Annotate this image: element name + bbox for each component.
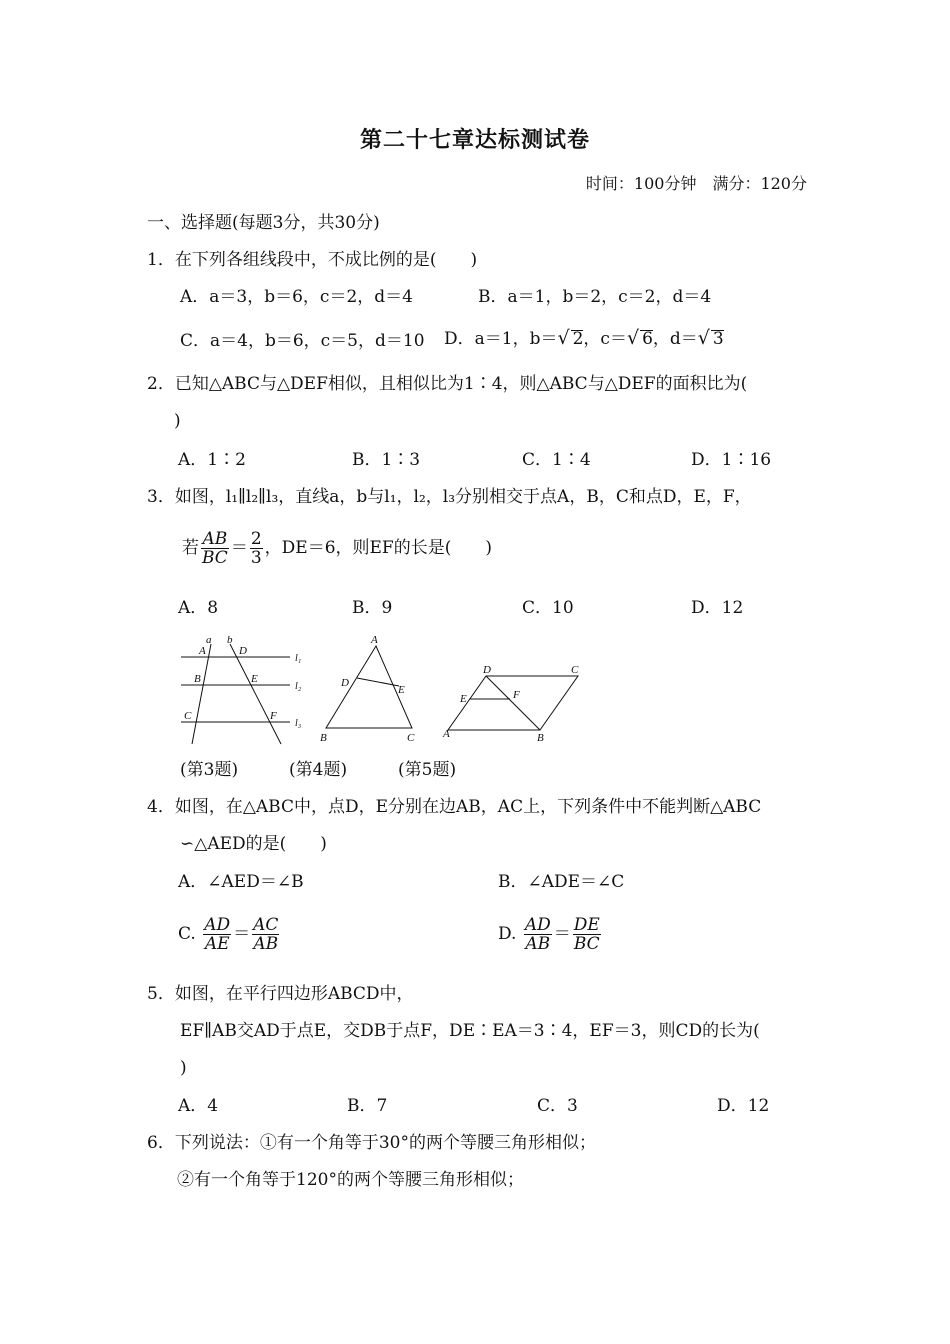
q4-option-c (178, 916, 281, 953)
q1-sqrt3: 3 (712, 329, 724, 349)
q2-stem: 2．已知△ABC与△DEF相似，且相似比为1∶4，则△ABC与△DEF的面积比为( (147, 374, 748, 394)
q4-option-d (498, 916, 603, 953)
q6-text-2: 有一个角等于120°的两个等腰三角形相似； (194, 1170, 524, 1190)
q1-option-c: C．a＝4，b＝6，c＝5，d＝10 (180, 331, 425, 351)
figure-caption-q4: (第4题) (289, 760, 348, 780)
q2-option-c: C．1∶4 (522, 450, 591, 470)
fig5-label-F: F (513, 689, 520, 701)
q4-d-n1: AD (524, 915, 551, 935)
fig3-label-A: A (199, 645, 206, 657)
fig3-label-E: E (251, 673, 258, 685)
q4-d-frac1 (524, 916, 552, 953)
q6-line1 (147, 1133, 596, 1153)
figure-q5 (440, 660, 590, 745)
q3-frac2-num: 2 (250, 529, 262, 549)
fig4-label-C: C (407, 732, 415, 744)
q3-eq: ＝ (230, 538, 248, 558)
q6-text-1: 有一个角等于30°的两个等腰三角形相似； (276, 1133, 596, 1153)
q3-fraction-ab-bc (201, 530, 229, 567)
fig5-label-D: D (483, 664, 491, 676)
q4-c-frac2 (252, 916, 279, 953)
q4-c-n1: AD (204, 915, 231, 935)
figure-q3 (176, 632, 311, 747)
q2-option-d: D．1∶16 (691, 450, 772, 470)
q4-c-d1: AE (204, 934, 230, 954)
q1-sqrt2: 2 (572, 329, 584, 349)
fig3-label-D: D (239, 645, 247, 657)
q6-stem: 6．下列说法： (147, 1133, 260, 1153)
q3-frac1-den: BC (202, 548, 228, 568)
figure-q4 (316, 630, 426, 745)
fig3-label-F: F (270, 710, 277, 722)
q5-option-a: A．4 (178, 1096, 219, 1116)
q4-d-d1: AB (525, 934, 551, 954)
q2-option-a: A．1∶2 (178, 450, 246, 470)
q4-stem-cont: ∽△AED的是( ) (180, 834, 327, 854)
q4-d-d2: BC (573, 934, 600, 954)
q5-option-b: B．7 (347, 1096, 388, 1116)
q5-option-d: D．12 (717, 1096, 770, 1116)
fig3-label-a: a (206, 634, 212, 646)
q6-mark-2: ② (177, 1170, 194, 1190)
q4-d-frac2 (573, 916, 601, 953)
q5-stem-cont: EF∥AB交AD于点E，交DB于点F，DE∶EA＝3∶4，EF＝3，则CD的长为( (180, 1021, 760, 1041)
q1-option-d: D．a＝1，b＝√ 2，c＝√ 6，d＝√ 3 (444, 327, 724, 349)
figure-caption-q3: (第3题) (180, 760, 239, 780)
fig4-label-B: B (320, 732, 327, 744)
q4-d-n2: DE (573, 915, 600, 935)
q5-option-c: C．3 (537, 1096, 578, 1116)
q3-fraction-2-3 (250, 530, 263, 567)
q4-c-d2: AB (253, 934, 279, 954)
fig5-label-B: B (537, 732, 544, 744)
fig4-label-D: D (341, 677, 349, 689)
q5-stem: 5．如图，在平行四边形ABCD中， (147, 984, 414, 1004)
section-heading: 一、选择题(每题3分，共30分) (147, 213, 380, 233)
q6-mark-1: ① (259, 1133, 277, 1153)
q5-stem-cont2: ) (180, 1058, 187, 1078)
fig5-label-C: C (571, 664, 579, 676)
q3-option-a: A．8 (178, 598, 219, 618)
q3-option-b: B．9 (352, 598, 393, 618)
q2-option-b: B．1∶3 (352, 450, 421, 470)
page-title: 第二十七章达标测试卷 (359, 127, 590, 153)
q3-frac1-num: AB (202, 529, 228, 549)
fig5-label-A: A (443, 728, 450, 740)
q6-statement-2 (177, 1170, 524, 1190)
q4-option-a: A．∠AED＝∠B (178, 872, 304, 892)
q3-option-d: D．12 (691, 598, 744, 618)
fig3-label-C: C (184, 710, 192, 722)
fig4-label-E: E (398, 684, 405, 696)
q3-frac2-den: 3 (250, 548, 262, 568)
q1-sqrt6: 6 (642, 329, 653, 349)
q1-option-d-label: D． (444, 329, 475, 349)
q4-c-eq: ＝ (233, 924, 251, 944)
q3-condition (182, 530, 492, 567)
q4-c-frac1 (203, 916, 231, 953)
fig3-label-l2: l₂ (295, 681, 302, 692)
q3-option-c: C．10 (522, 598, 574, 618)
fig3-label-l3: l₃ (295, 718, 302, 729)
q1-option-d-d: ，d＝ (652, 329, 698, 349)
fig3-label-B: B (194, 673, 201, 685)
fig3-label-l1: l₁ (295, 653, 302, 664)
q1-option-b: B．a＝1，b＝2，c＝2，d＝4 (478, 287, 712, 307)
fig5-label-E: E (460, 693, 467, 705)
q3-cond-pre: 若 (182, 538, 199, 558)
q1-option-a: A．a＝3，b＝6，c＝2，d＝4 (180, 287, 413, 307)
fig3-label-b: b (227, 634, 233, 646)
q4-d-eq: ＝ (553, 924, 571, 944)
exam-meta: 时间：100分钟 满分：120分 (585, 174, 807, 193)
fig4-label-A: A (371, 634, 378, 646)
q4-option-d-label: D. (498, 924, 517, 944)
q4-option-b: B．∠ADE＝∠C (498, 872, 625, 892)
q6-statement-1 (260, 1133, 596, 1153)
q4-c-n2: AC (253, 915, 279, 935)
q1-stem: 1．在下列各组线段中，不成比例的是( ) (147, 250, 478, 270)
q3-cond-post: ，DE＝6，则EF的长是( ) (264, 538, 492, 558)
q4-stem: 4．如图，在△ABC中，点D，E分别在边AB，AC上，下列条件中不能判断△ABC (147, 797, 762, 817)
q3-stem: 3．如图，l₁∥l₂∥l₃，直线a，b与l₁，l₂，l₃分别相交于点A，B，C和点D，E，F， (147, 487, 752, 507)
q4-option-c-label: C. (178, 924, 196, 944)
q2-stem-cont: ) (174, 411, 181, 431)
q1-option-d-a: a＝1，b＝ (474, 329, 558, 349)
q1-option-d-c: ，c＝ (583, 329, 627, 349)
figure-caption-q5: (第5题) (398, 760, 457, 780)
